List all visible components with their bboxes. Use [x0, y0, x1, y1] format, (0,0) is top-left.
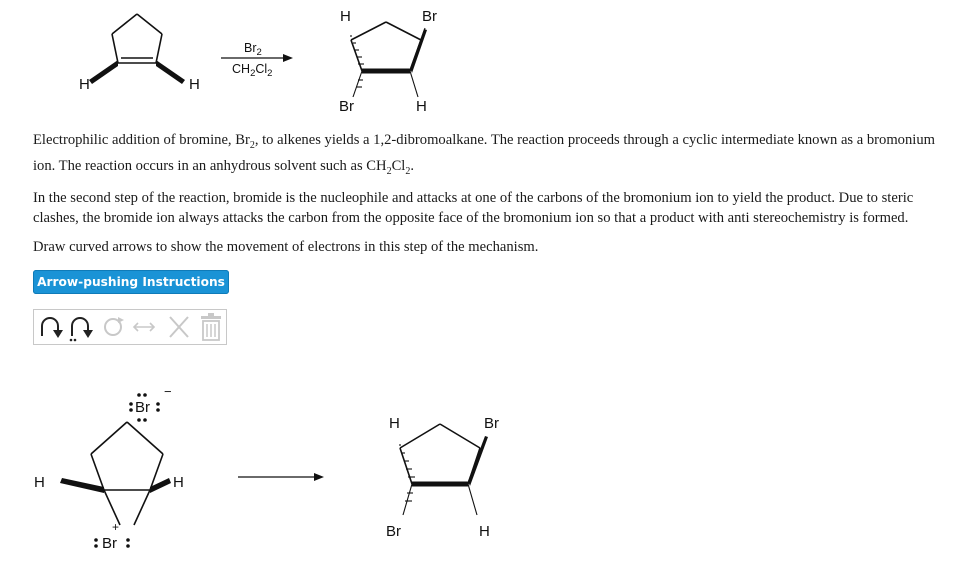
second-step-paragraph: In the second step of the reaction, bromide is the nucleophile and attacks at one of the carbons of the bromonium ion to yield the product. Due to steric clashes, the bromide ion always attacks the carbon from the opposite face of the bromonium ion so that a product with anti stereochemistry is formed. — [33, 190, 914, 226]
intermediate-h-left: H — [34, 474, 45, 491]
mech-product-top-left-h: H — [389, 415, 400, 432]
reagent-label: $Br_2$ — [244, 41, 262, 58]
trash-icon[interactable] — [196, 310, 226, 344]
lone-pair-curved-arrow-icon[interactable] — [66, 310, 98, 344]
task-instruction: Draw curved arrows to show the movement of electrons in this step of the mechanism. — [33, 239, 539, 255]
product-bottom-right-h: H — [416, 98, 427, 115]
product-top-left-h: H — [340, 8, 351, 25]
two-electron-curved-arrow-icon[interactable] — [36, 310, 66, 344]
bromide-symbol: Br — [135, 399, 150, 416]
reactant-h-left: H — [79, 76, 90, 93]
mech-product-bottom-right-h: H — [479, 523, 490, 540]
intermediate-h-right: H — [173, 474, 184, 491]
mech-product-bottom-left-br: Br — [386, 523, 401, 540]
solvent-label: $CH_2Cl_2$ — [232, 62, 273, 79]
resize-arrows-icon[interactable] — [128, 310, 160, 344]
bromide-anion[interactable] — [128, 384, 176, 428]
product-bottom-left-br: Br — [339, 98, 354, 115]
product-top-right-br: Br — [422, 8, 437, 25]
top-scheme-bonds — [0, 0, 956, 130]
arrow-pushing-instructions-button[interactable]: Arrow-pushing Instructions — [33, 270, 229, 294]
reactant-h-right: H — [189, 76, 200, 93]
delete-x-icon[interactable] — [164, 310, 194, 344]
drawing-toolbar — [33, 309, 227, 345]
bromonium-symbol: Br — [102, 535, 117, 552]
bromonium-charge: + — [112, 520, 120, 534]
intro-paragraph: Electrophilic addition of bromine, $Br_2$, to alkenes yields a 1,2-dibromoalkane. The reaction proceeds through a cyclic intermediate known as a bromonium ion. The reaction occurs in an anhydrous solvent such as $CH_2Cl_2$. — [33, 132, 935, 177]
rotate-icon[interactable] — [98, 310, 128, 344]
bromide-charge: − — [164, 384, 172, 399]
mech-product-top-right-br: Br — [484, 415, 499, 432]
bromonium-bromine[interactable] — [92, 520, 140, 560]
